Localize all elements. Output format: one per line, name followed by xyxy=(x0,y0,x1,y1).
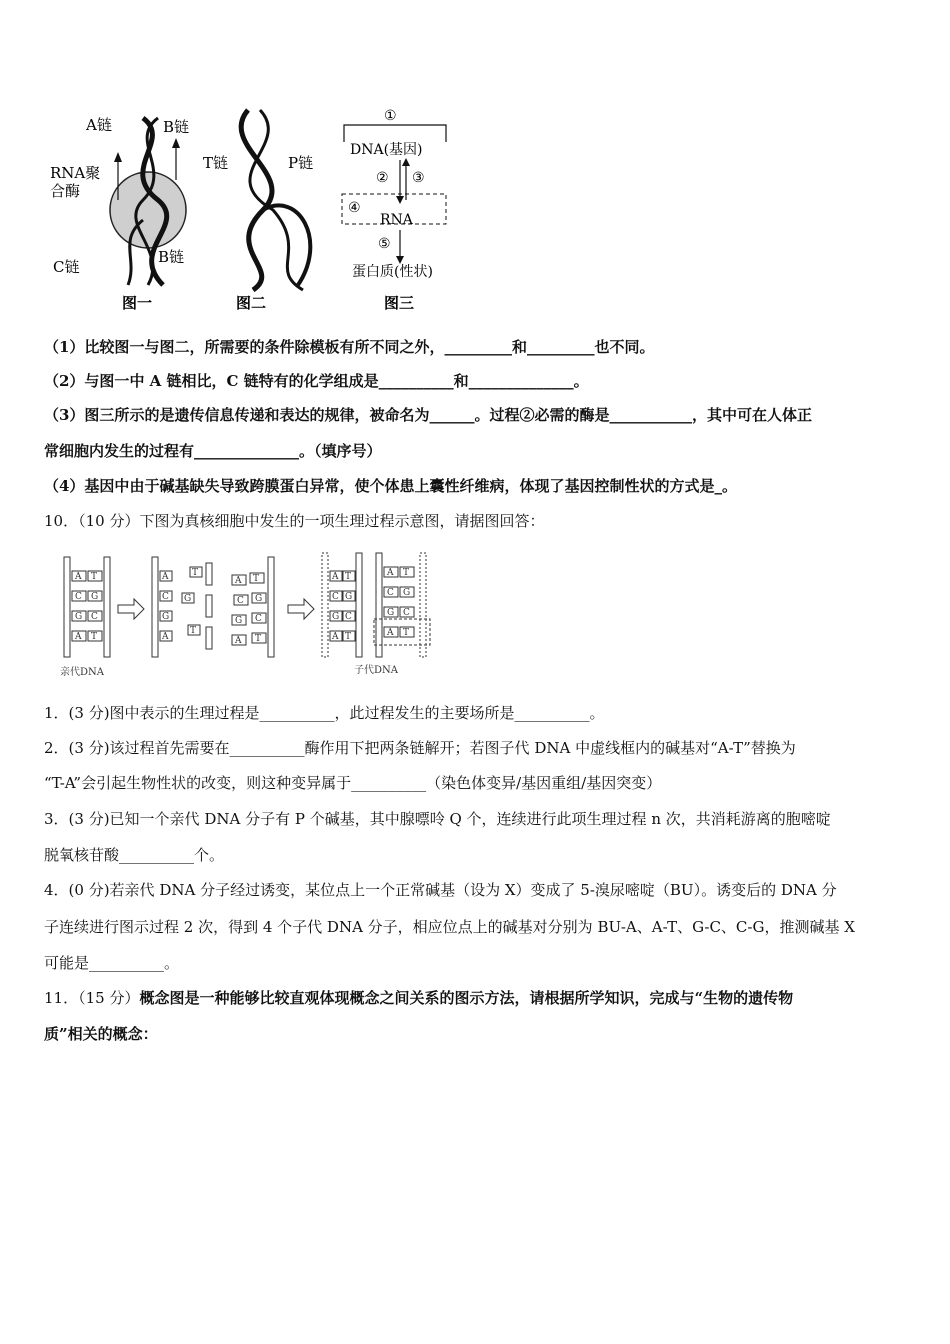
svg-text:C: C xyxy=(387,588,394,598)
label-c-chain: C链 xyxy=(53,258,80,276)
q9-part3-line1: （3）图三所示的是遗传信息传递和表达的规律，被命名为______。过程②必需的酶是___________，其中可在人体正 xyxy=(44,406,812,424)
q10-sub4-line2: 子连续进行图示过程 2 次，得到 4 个子代 DNA 分子，相应位点上的碱基对分别为 BU-A、A-T、G-C、C-G，推测碱基 X xyxy=(44,918,855,936)
svg-text:A: A xyxy=(332,632,339,642)
figure-two xyxy=(203,110,313,312)
svg-text:A: A xyxy=(235,636,242,646)
label-process-1: ① xyxy=(384,108,397,124)
q10-sub4-line1: 4．(0 分)若亲代 DNA 分子经过诱变，某位点上一个正常碱基（设为 X）变成了 5-溴尿嘧啶（BU）。诱变后的 DNA 分 xyxy=(44,881,837,899)
q10-sub2-line2: “T-A”会引起生物性状的改变，则这种变异属于__________（染色体变异/基因重组/基因突变） xyxy=(44,774,662,792)
label-process-5: ⑤ xyxy=(378,236,391,252)
svg-text:T: T xyxy=(403,568,410,578)
caption-figure-three: 图三 xyxy=(384,294,415,312)
svg-text:T: T xyxy=(345,572,352,582)
label-dna-gene: DNA(基因) xyxy=(350,142,423,158)
label-parent-dna: 亲代DNA xyxy=(60,667,104,678)
q9-part3-line2: 常细胞内发生的过程有______________。（填序号） xyxy=(44,442,382,460)
svg-text:T: T xyxy=(91,572,98,582)
svg-text:C: C xyxy=(332,592,339,602)
caption-figure-two: 图二 xyxy=(236,294,267,312)
svg-text:G: G xyxy=(387,608,395,618)
label-b-chain-bottom: B链 xyxy=(158,248,185,266)
label-rna-polymerase-1: RNA聚 xyxy=(50,164,101,182)
svg-text:T: T xyxy=(345,632,352,642)
svg-text:T: T xyxy=(253,574,260,584)
q10-intro: 10．（10 分）下图为真核细胞中发生的一项生理过程示意图，请据图回答： xyxy=(44,512,545,530)
svg-text:T: T xyxy=(192,568,199,578)
svg-text:G: G xyxy=(162,612,170,622)
label-b-chain-top: B链 xyxy=(163,118,190,136)
svg-text:T: T xyxy=(190,626,197,636)
q10-sub3-line2: 脱氧核苷酸__________个。 xyxy=(44,846,225,864)
label-protein-trait: 蛋白质(性状) xyxy=(352,264,433,280)
q10-sub1: 1．(3 分)图中表示的生理过程是__________，此过程发生的主要场所是__________。 xyxy=(44,704,605,722)
svg-text:A: A xyxy=(387,568,394,578)
label-p-chain: P链 xyxy=(288,154,314,172)
label-child-dna: 子代DNA xyxy=(354,665,398,676)
svg-text:T: T xyxy=(91,632,98,642)
unwinding-dna xyxy=(152,557,212,657)
q10-sub2-line1: 2．(3 分)该过程首先需要在__________酶作用下把两条链解开；若图子代 DNA 中虚线框内的碱基对“A-T”替换为 xyxy=(44,739,796,757)
label-process-3: ③ xyxy=(412,170,425,186)
q11-number: 11．（15 分） xyxy=(44,989,140,1007)
svg-text:T: T xyxy=(403,628,410,638)
svg-text:G: G xyxy=(345,592,353,602)
q11-line1 xyxy=(44,988,924,1008)
q11-line2: 质”相关的概念： xyxy=(44,1025,158,1043)
pairing-dna xyxy=(232,557,274,657)
svg-text:C: C xyxy=(403,608,410,618)
svg-text:C: C xyxy=(255,614,262,624)
svg-text:G: G xyxy=(403,588,411,598)
label-rna-polymerase-2: 合酶 xyxy=(50,182,81,200)
label-rna: RNA xyxy=(380,212,413,228)
label-t-chain: T链 xyxy=(203,154,229,172)
svg-text:C: C xyxy=(91,612,98,622)
svg-text:G: G xyxy=(332,612,340,622)
svg-text:G: G xyxy=(91,592,99,602)
svg-text:C: C xyxy=(237,596,244,606)
q9-part2: （2）与图一中 A 链相比，C 链特有的化学组成是__________和______________。 xyxy=(44,372,589,390)
svg-text:G: G xyxy=(184,594,192,604)
figure-one xyxy=(50,116,189,312)
svg-text:A: A xyxy=(387,628,394,638)
dna-replication-figure xyxy=(60,545,440,680)
svg-text:G: G xyxy=(255,594,263,604)
svg-text:C: C xyxy=(75,592,82,602)
svg-text:A: A xyxy=(75,632,82,642)
label-a-chain: A链 xyxy=(86,116,112,134)
q10-sub3-line1: 3．(3 分)已知一个亲代 DNA 分子有 P 个碱基，其中腺嘌呤 Q 个，连续进行此项生理过程 n 次，共消耗游离的胞嘧啶 xyxy=(44,810,831,828)
q10-sub4-line3: 可能是__________。 xyxy=(44,954,180,972)
q9-part1: （1）比较图一与图二，所需要的条件除模板有所不同之外，_________和_________也不同。 xyxy=(44,338,655,356)
arrow-1 xyxy=(118,599,144,619)
dna-transcription-figure xyxy=(48,100,460,318)
parent-dna xyxy=(60,557,110,678)
q9-part4: （4）基因中由于碱基缺失导致跨膜蛋白异常，使个体患上囊性纤维病，体现了基因控制性状的方式是_。 xyxy=(44,477,737,495)
svg-text:A: A xyxy=(162,572,169,582)
svg-text:A: A xyxy=(235,576,242,586)
figure-three xyxy=(342,108,446,312)
arrow-2 xyxy=(288,599,314,619)
svg-text:A: A xyxy=(332,572,339,582)
svg-text:G: G xyxy=(235,616,243,626)
svg-text:C: C xyxy=(162,592,169,602)
daughter-dna xyxy=(322,553,430,676)
svg-text:A: A xyxy=(162,632,169,642)
svg-text:C: C xyxy=(345,612,352,622)
label-process-4: ④ xyxy=(348,200,361,216)
svg-text:T: T xyxy=(255,634,262,644)
caption-figure-one: 图一 xyxy=(122,294,153,312)
svg-text:A: A xyxy=(75,572,82,582)
q11-text-1: 概念图是一种能够比较直观体现概念之间关系的图示方法，请根据所学知识，完成与“生物的遗传物 xyxy=(139,989,794,1007)
svg-text:G: G xyxy=(75,612,83,622)
label-process-2: ② xyxy=(376,170,389,186)
